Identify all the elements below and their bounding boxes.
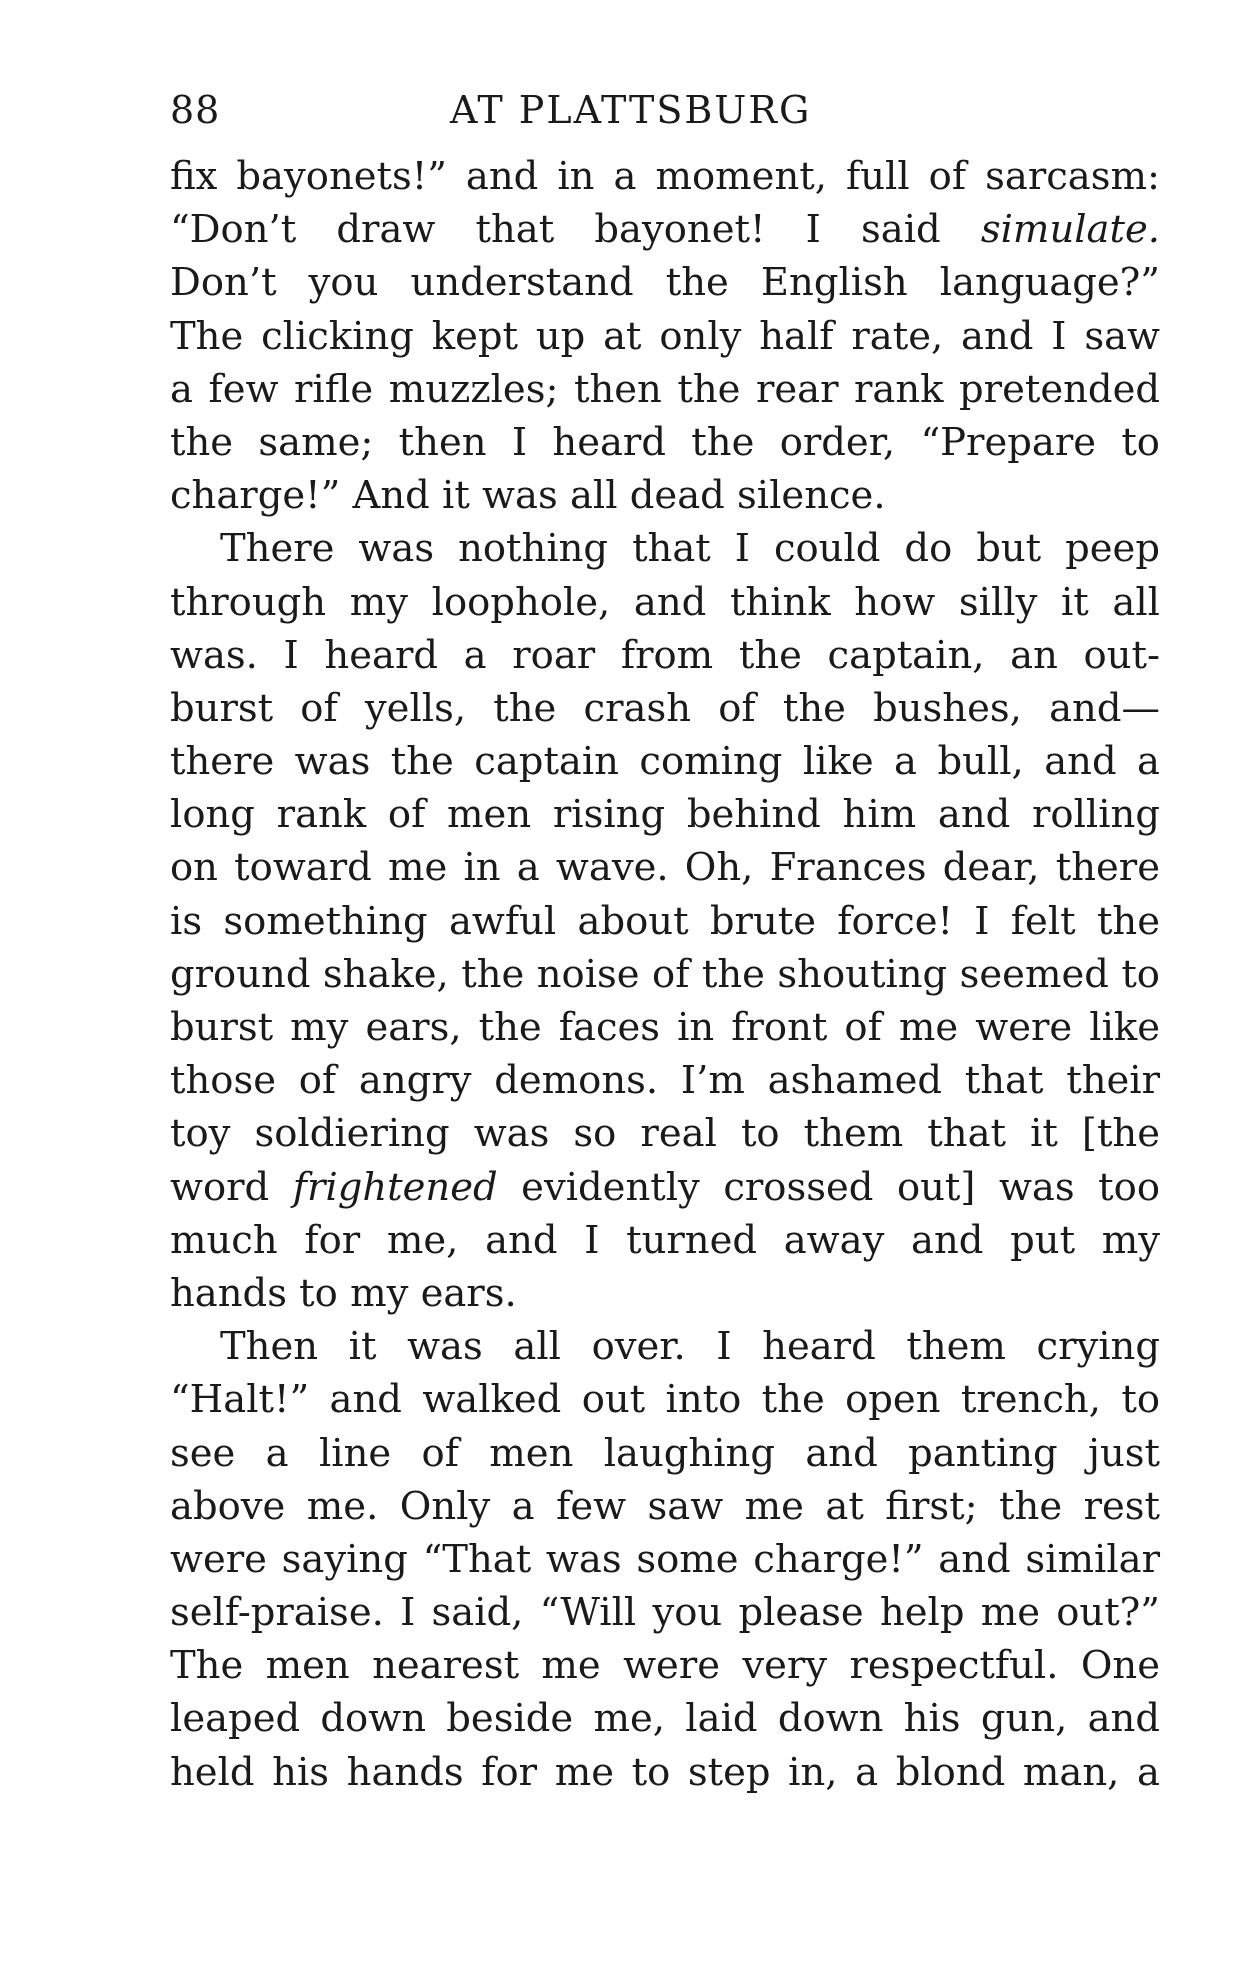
text-line: “Halt!” and walked out into the open trench, to [170,1377,1160,1423]
text-line: Then it was all over. I heard them crying [220,1324,1160,1370]
text-line: see a line of men laughing and panting just [170,1430,1160,1476]
emphasis-frightened: frightened [292,1164,498,1210]
text-line [170,1161,1160,1214]
text-line: self-praise. I said, “Will you please help me out?” [170,1590,1160,1636]
text-line: were saying “That was some charge!” and similar [170,1536,1160,1582]
text-line: a few rifle muzzles; then the rear rank pretended [170,366,1160,412]
text-line: long rank of men rising behind him and rolling [170,792,1160,838]
text-line: charge!” And it was all dead silence. [170,473,886,519]
text-line: Don’t you understand the English language?” [170,260,1160,306]
text-line: leaped down beside me, laid down his gun, and [170,1696,1160,1742]
text-line: the same; then I heard the order, “Prepare to [170,419,1160,465]
emphasis-simulate: simulate. [980,207,1160,253]
text-line: above me. Only a few saw me at first; the rest [170,1483,1160,1529]
text-line: fix bayonets!” and in a moment, full of sarcasm: [170,154,1160,199]
text-line-part: word [170,1164,293,1210]
text-line-part: evidently crossed out] was too [497,1164,1160,1210]
text-line: is something awful about brute force! I felt the [170,898,1160,944]
running-head: AT PLATTSBURG [450,88,812,132]
text-line: held his hands for me to step in, a blond man, a [170,1749,1160,1795]
text-line: The men nearest me were very respectful. One [170,1643,1160,1689]
text-line-part: “Don’t draw that bayonet! I said [170,207,981,253]
text-line: The clicking kept up at only half rate, and I saw [170,313,1160,359]
text-line [170,203,1160,256]
page-header [170,88,1160,138]
text-line: ground shake, the noise of the shouting seemed to [170,951,1160,997]
text-line: through my loophole, and think how silly it all [170,579,1160,625]
page-number: 88 [170,88,221,132]
text-line: burst of yells, the crash of the bushes, and— [170,685,1160,731]
text-line: those of angry demons. I’m ashamed that their [170,1058,1160,1104]
text-line: much for me, and I turned away and put my [170,1217,1160,1263]
text-line: there was the captain coming like a bull, and a [170,739,1160,785]
text-line: hands to my ears. [170,1270,517,1316]
text-line: toy soldiering was so real to them that it [the [170,1111,1160,1157]
text-line: There was nothing that I could do but peep [220,526,1160,572]
text-line: burst my ears, the faces in front of me were like [170,1005,1160,1050]
text-line: was. I heard a roar from the captain, an out- [170,632,1160,678]
text-line: on toward me in a wave. Oh, Frances dear, there [170,845,1160,891]
body-text [170,150,1160,1799]
